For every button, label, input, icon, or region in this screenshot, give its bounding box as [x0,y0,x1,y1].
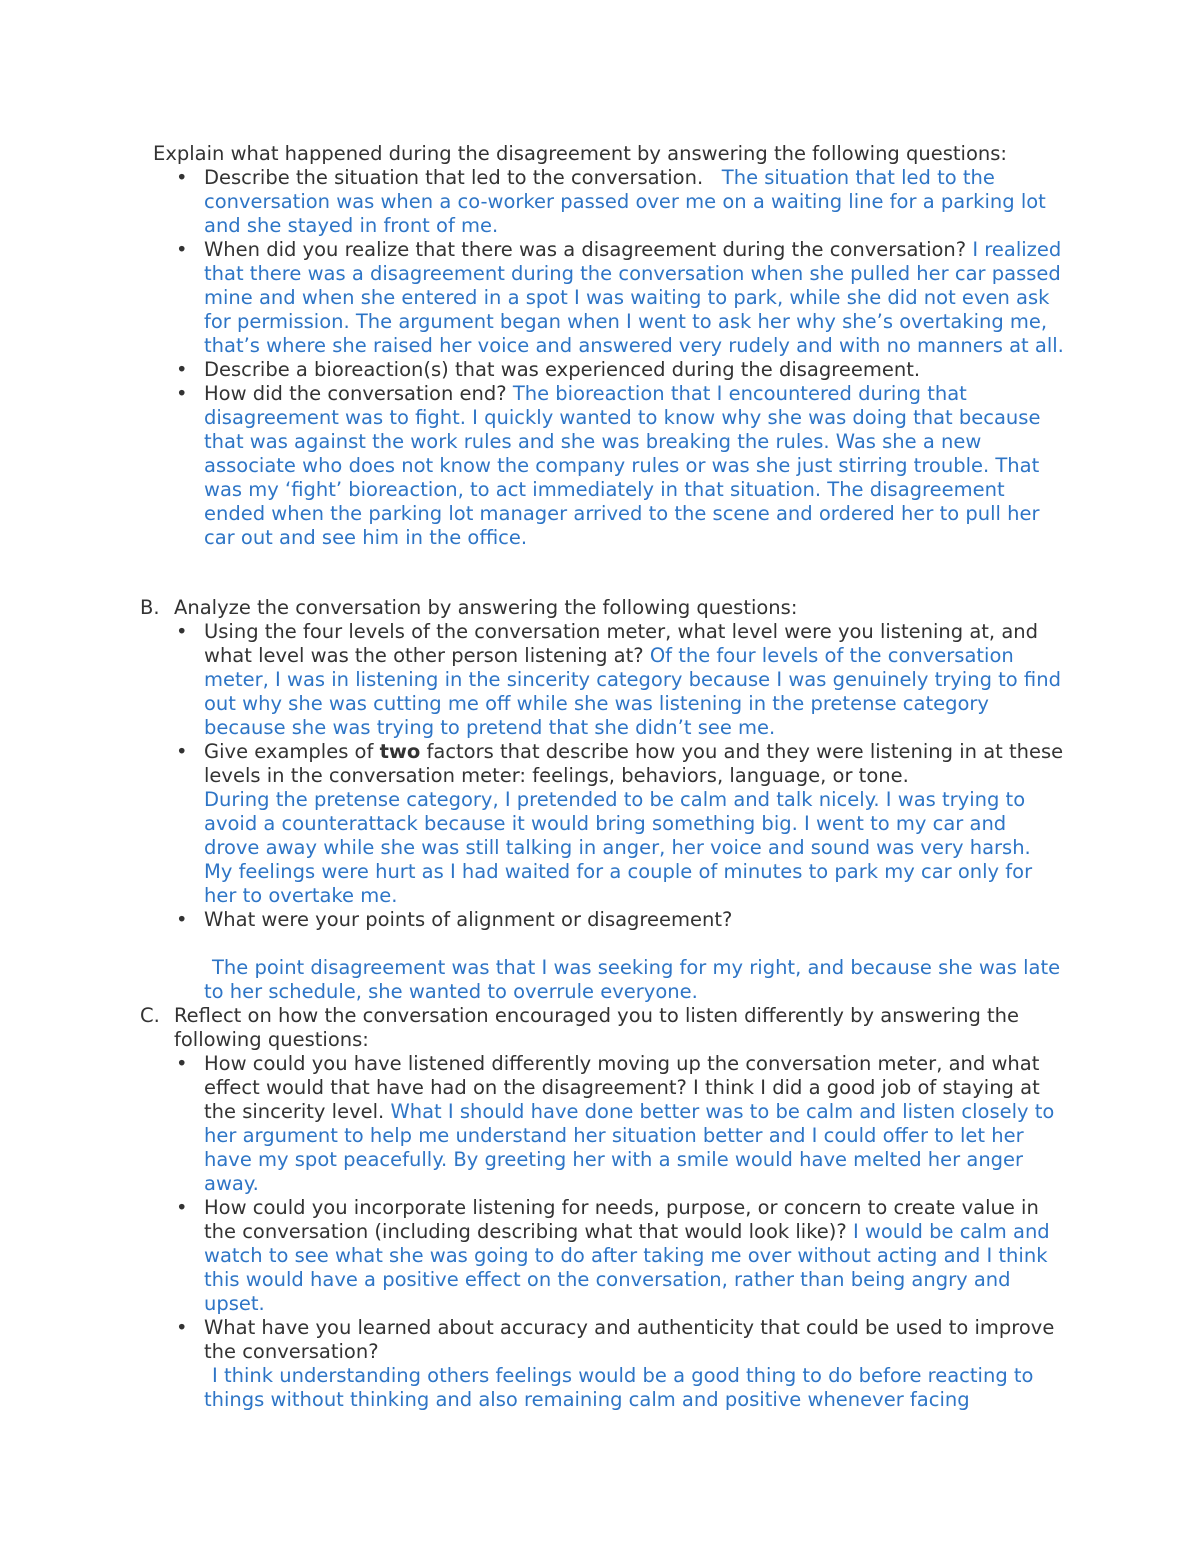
bullet-icon: • [176,1316,188,1339]
question-emphasis: two [379,740,421,763]
section-c [140,1004,1070,1412]
bullet-icon: • [176,620,188,643]
bullet-icon: • [176,1196,188,1219]
question-text: What have you learned about accuracy and authenticity that could be used to improve the conversation? [204,1316,1055,1363]
bullet-icon: • [176,382,188,405]
question-text: Describe a bioreaction(s) that was experienced during the disagreement. [204,358,921,381]
question-text-pre: Give examples of [204,740,374,763]
section-b [140,596,1070,1004]
question-text: Using the four levels of the conversation meter, what level were you listening at, and what level was the other person listening at? [204,620,1039,667]
section-c-bullet-3 [140,1316,1064,1412]
section-c-bullet-1 [140,1052,1064,1196]
answer-text: I would be calm and watch to see what she was going to do after taking me over without acting and I think this would have a positive effect on the conversation, rather than being angry and upset. [204,1220,1050,1315]
section-a-bullet-3 [140,358,1064,382]
section-a-bullet-2 [140,238,1064,358]
section-a-bullet-1 [140,166,1064,238]
question-text: When did you realize that there was a disagreement during the conversation? [204,238,967,261]
section-a-bullet-4 [140,382,1064,550]
section-b-bullet-2 [140,740,1064,908]
answer-text: Of the four levels of the conversation meter, I was in listening in the sincerity category because I was genuinely trying to find out why she was cutting me off while she was listening in the pretense category because she was trying to pretend that she didn’t see me. [204,644,1061,739]
section-a [140,166,1070,550]
bullet-icon: • [176,740,188,763]
section-b-bullets [140,620,1070,1004]
answer-text: I think understanding others feelings would be a good thing to do before reacting to things without thinking and also remaining calm and positive whenever facing [204,1364,1034,1411]
question-text-post: factors that describe how you and they were listening in at these levels in the conversation meter: feelings, behaviors, language, or tone. [204,740,1064,787]
bullet-icon: • [176,908,188,931]
answer-text: The point disagreement was that I was seeking for my right, and because she was late to her schedule, she wanted to overrule everyone. [204,956,1061,1003]
section-a-bullets [140,166,1070,550]
section-b-bullet-1 [140,620,1064,740]
question-text: How did the conversation end? [204,382,507,405]
section-heading-text: Analyze the conversation by answering the following questions: [174,596,798,619]
section-c-heading [140,1004,1070,1052]
answer-text: The bioreaction that I encountered during that disagreement was to fight. I quickly wanted to know why she was doing that because that was against the work rules and she was breaking the rules. Was she a new associate who does not know the company rules or was she just stirring trouble. That was my ‘fight’ bioreaction, to act immediately in that situation. The disagreement ended when the parking lot manager arrived to the scene and ordered her to pull her car out and see him in the office. [204,382,1041,549]
bullet-icon: • [176,358,188,381]
question-text: How could you incorporate listening for needs, purpose, or concern to create value in the conversation (including describing what that would look like)? [204,1196,1039,1243]
section-letter: B. [140,596,160,619]
section-c-bullet-2 [140,1196,1064,1316]
intro-instruction: Explain what happened during the disagreement by answering the following questions: [153,142,1007,165]
answer-text: The situation that led to the conversation was when a co-worker passed over me on a waiting line for a parking lot and she stayed in front of me. [204,166,1046,237]
section-letter: C. [140,1004,160,1027]
bullet-icon: • [176,166,188,189]
answer-text: What I should have done better was to be calm and listen closely to her argument to help me understand her situation better and I could offer to let her have my spot peacefully. By greeting her with a smile would have melted her anger away. [204,1100,1055,1195]
question-text: Describe the situation that led to the conversation. [204,166,704,189]
bullet-icon: • [176,238,188,261]
bullet-icon: • [176,1052,188,1075]
section-b-bullet-3 [140,908,1064,1004]
answer-text: During the pretense category, I pretended to be calm and talk nicely. I was trying to avoid a counterattack because it would bring something big. I went to my car and drove away while she was still talking in anger, her voice and sound was very harsh. My feelings were hurt as I had waited for a couple of minutes to park my car only for her to overtake me. [204,788,1033,907]
question-text: What were your points of alignment or disagreement? [204,908,733,931]
question-text: How could you have listened differently moving up the conversation meter, and what effect would that have had on the disagreement? I think I did a good job of staying at the sincerity level. [204,1052,1040,1123]
spacer [204,932,1064,956]
section-heading-text: Reflect on how the conversation encouraged you to listen differently by answering the following questions: [174,1004,1020,1051]
answer-text: I realized that there was a disagreement during the conversation when she pulled her car passed mine and when she entered in a spot I was waiting to park, while she did not even ask for permission. The argument began when I went to ask her why she’s overtaking me, that’s where she raised her voice and answered very rudely and with no manners at all. [204,238,1064,357]
section-b-heading [140,596,1070,620]
section-c-bullets [140,1052,1070,1412]
